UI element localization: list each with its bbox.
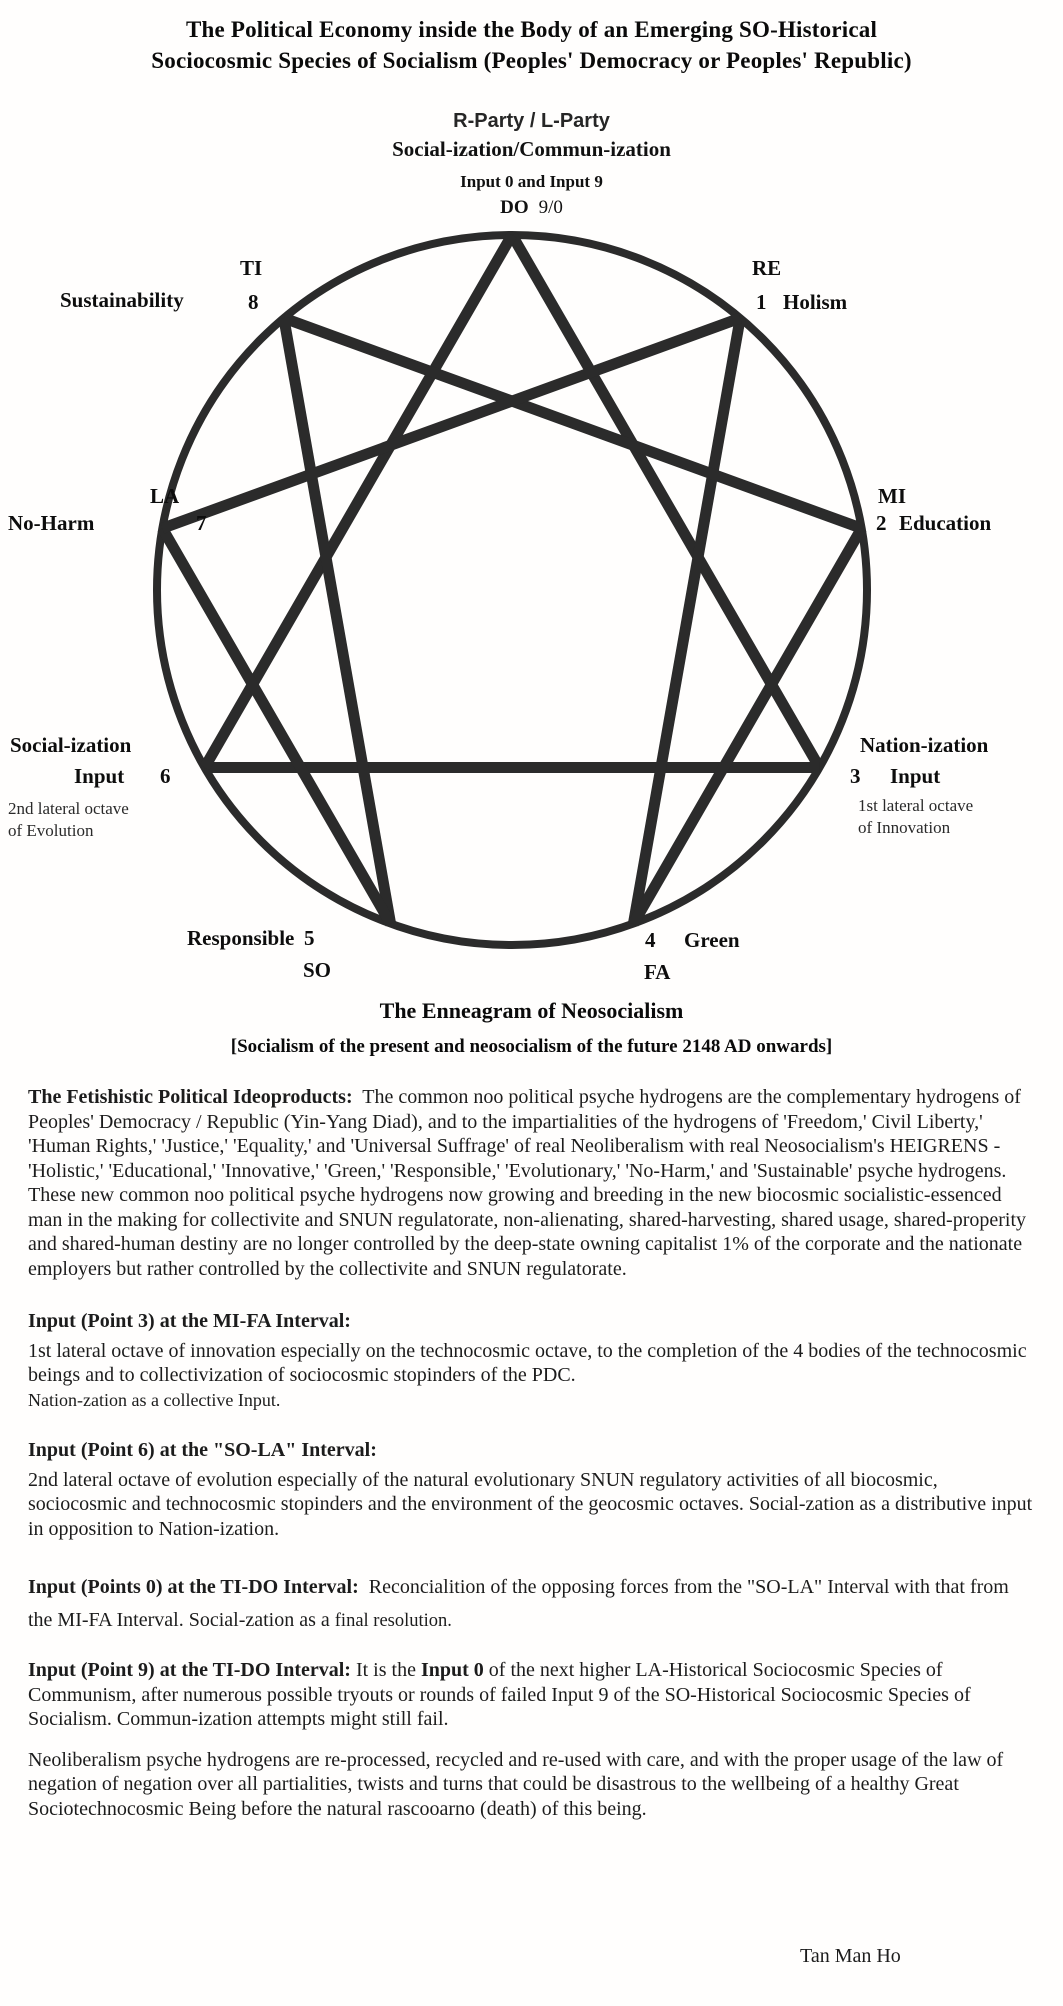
author-signature: Tan Man Ho xyxy=(800,1945,901,1967)
point6-input-label: Input xyxy=(74,764,125,788)
point5-note-so: SO xyxy=(303,958,332,982)
section-so-la xyxy=(28,1438,1034,1541)
point3-number: 3 xyxy=(850,764,861,788)
mi-fa-note: Nation-zation as a collective Input. xyxy=(28,1389,281,1410)
section-ti-do-0 xyxy=(28,1571,1034,1638)
ti-do-9-body-bold: Input 0 xyxy=(420,1659,484,1681)
ti-do-9-lead: Input (Point 9) at the TI-DO Interval: xyxy=(28,1659,351,1681)
ti-do-0-lead: Input (Points 0) at the TI-DO Interval: xyxy=(28,1576,359,1598)
paragraph-fetishistic xyxy=(28,1085,1034,1281)
point7-number: 7 xyxy=(196,511,207,535)
point6-number: 6 xyxy=(160,764,171,788)
so-la-heading: Input (Point 6) at the "SO-LA" Interval: xyxy=(28,1439,377,1461)
point6-sub2: of Evolution xyxy=(8,821,94,840)
title-line-2: Sociocosmic Species of Socialism (Peoples' Democracy or Peoples' Republic) xyxy=(151,48,912,73)
point7-word-no-harm: No-Harm xyxy=(8,511,95,535)
section-ti-do-9 xyxy=(28,1658,1034,1732)
diagram-caption: The Enneagram of Neosocialism xyxy=(379,998,684,1023)
do-value: 9/0 xyxy=(538,197,563,218)
point2-number: 2 xyxy=(876,511,887,535)
point6-sub1: 2nd lateral octave xyxy=(8,799,129,818)
ti-do-0-body-small: final resolution. xyxy=(334,1611,452,1631)
mi-fa-heading: Input (Point 3) at the MI-FA Interval: xyxy=(28,1310,351,1332)
fetishistic-body: The common noo political psyche hydrogens are the complementary hydrogens of Peoples' Democracy / Republic (Yin-Yang Diad), and to the impartialities of the hydrogens of 'Freedom,' Civil Liberty,' 'Human Rights,' 'Justice,' 'Equality,' and 'Universal Suffrage' of real Neoliberalism with real Neosocialism's HEIGRENS - 'Holistic,' 'Educational,' 'Innovative,' 'Green,' 'Responsible,' 'Evolutionary,' 'No-Harm,' and 'Sustainable' psyche hydrogens. These new common noo political psyche hydrogens now growing and breeding in the new biocosmic socialistic-essenced man in the making for collectivite and SNUN regulatorate, non-alienating, shared-harvesting, shared usage, shared-properity and shared-human destiny are no longer controlled by the deep-state owning capitalist 1% of the corporate and the nationate employers but rather controlled by the collectivite and SNUN regulatorate. xyxy=(28,1086,1026,1280)
point3-sub2: of Innovation xyxy=(858,818,951,837)
point5-number: 5 xyxy=(304,926,315,950)
ti-do-0-body: Reconcialition of the opposing forces from the "SO-LA" Interval with that from the MI-FA Interval. Social-zation as a xyxy=(28,1576,1009,1631)
point1-note-re: RE xyxy=(752,256,782,280)
point8-number: 8 xyxy=(248,290,259,314)
point1-word-holism: Holism xyxy=(783,290,848,314)
body-text-column xyxy=(28,1085,1034,1821)
fetishistic-lead: The Fetishistic Political Ideoproducts: xyxy=(28,1086,353,1108)
so-la-body: 2nd lateral octave of evolution especially of the natural evolutionary SNUN regulatory activities of all biocosmic, sociocosmic and technocosmic stopinders and the environment of the geocosmic octaves. Social-zation as a distributive input in opposition to Nation-ization. xyxy=(28,1468,1033,1540)
party-label: R-Party / L-Party xyxy=(453,110,610,132)
point3-word-nation-ization: Nation-ization xyxy=(860,733,989,757)
diagram-subcaption: [Socialism of the present and neosocialism of the future 2148 AD onwards] xyxy=(230,1036,833,1057)
point3-sub1: 1st lateral octave xyxy=(858,796,974,815)
point6-word-social-ization: Social-ization xyxy=(10,733,132,757)
title-line-1: The Political Economy inside the Body of an Emerging SO-Historical xyxy=(185,17,878,42)
point4-word-green: Green xyxy=(684,928,740,952)
ti-do-9-body-pre: It is the xyxy=(355,1659,421,1681)
point7-note-la: LA xyxy=(150,484,180,508)
mi-fa-body: 1st lateral octave of innovation especially on the technocosmic octave, to the completion of the 4 bodies of the technocosmic beings and to collectivization of sociocosmic stopinders of the PDC. xyxy=(28,1339,1027,1386)
ti-do-9-body-post: of the next higher LA-Historical Sociocosmic Species of Communism, after numerous possible tryouts or rounds of failed Input 9 of the SO-Historical Sociocosmic Species of Socialism. Commun-ization attempts might still fail. xyxy=(28,1659,971,1730)
izations-label: Social-ization/Commun-ization xyxy=(392,137,671,161)
point4-note-fa: FA xyxy=(644,960,671,984)
point5-word-responsible: Responsible xyxy=(187,926,295,950)
inputs-label: Input 0 and Input 9 xyxy=(460,172,603,191)
point8-note-ti: TI xyxy=(240,256,263,280)
do-note: DO xyxy=(500,197,529,218)
point2-word-education: Education xyxy=(899,511,992,535)
point1-number: 1 xyxy=(756,290,767,314)
point8-word-sustainability: Sustainability xyxy=(60,288,184,312)
point3-input-label: Input xyxy=(890,764,941,788)
paragraph-neoliberalism: Neoliberalism psyche hydrogens are re-processed, recycled and re-used with care, and with the proper usage of the law of negation of negation over all partialities, twists and turns that could be disastrous to the wellbeing of a healthy Great Sociotechnocosmic Being before the natural rascooarno (death) of this being. xyxy=(28,1748,1004,1820)
point2-note-mi: MI xyxy=(878,484,906,508)
point4-number: 4 xyxy=(645,928,656,952)
section-mi-fa xyxy=(28,1309,1034,1412)
